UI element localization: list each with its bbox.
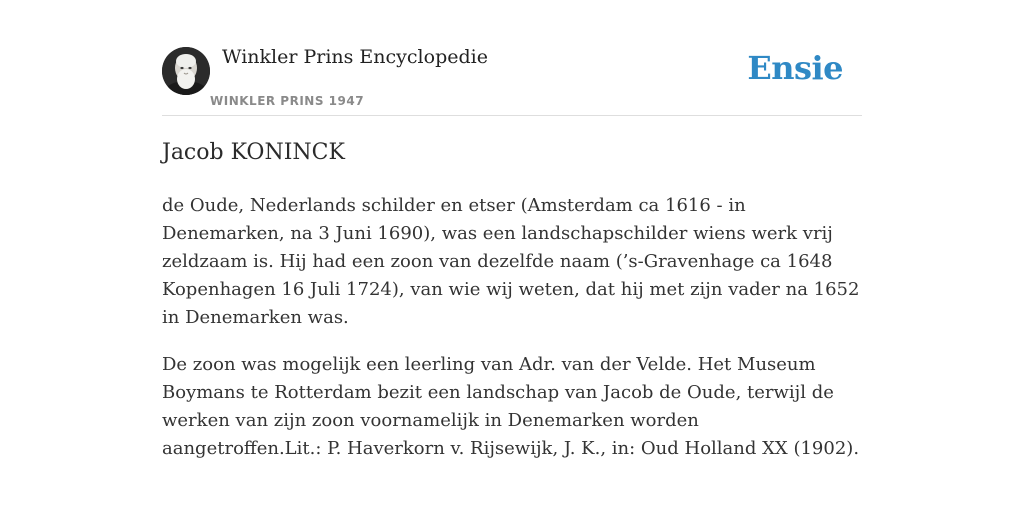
article-paragraph: de Oude, Nederlands schilder en etser (Amsterdam ca 1616 - in Denemarken, na 3 Juni 1690), was een landschapschilder wiens werk vrij zeldzaam is. Hij had een zoon van dezelfde naam (’s-Gravenhage ca 1648 Kopenhagen 16 Juli 1724), van wie wij weten, dat hij met zijn vader na 1652 in Denemarken was. <box>162 195 860 328</box>
article-title: Jacob KONINCK <box>162 140 345 165</box>
page <box>162 0 862 459</box>
source-avatar[interactable] <box>162 47 210 95</box>
article-body <box>162 192 862 482</box>
portrait-photo-icon <box>162 47 210 95</box>
source-title-link[interactable]: Winkler Prins Encyclopedie <box>222 46 488 68</box>
source-header <box>162 0 862 116</box>
ensie-logo[interactable]: Ensie <box>747 49 843 87</box>
edition-label: WINKLER PRINS 1947 <box>210 94 365 108</box>
article-paragraph: De zoon was mogelijk een leerling van Adr. van der Velde. Het Museum Boymans te Rotterdam bezit een landschap van Jacob de Oude, terwijl de werken van zijn zoon voornamelijk in Denemarken worden aangetroffen.Lit.: P. Haverkorn v. Rijsewijk, J. K., in: Oud Holland XX (1902). <box>162 354 860 459</box>
